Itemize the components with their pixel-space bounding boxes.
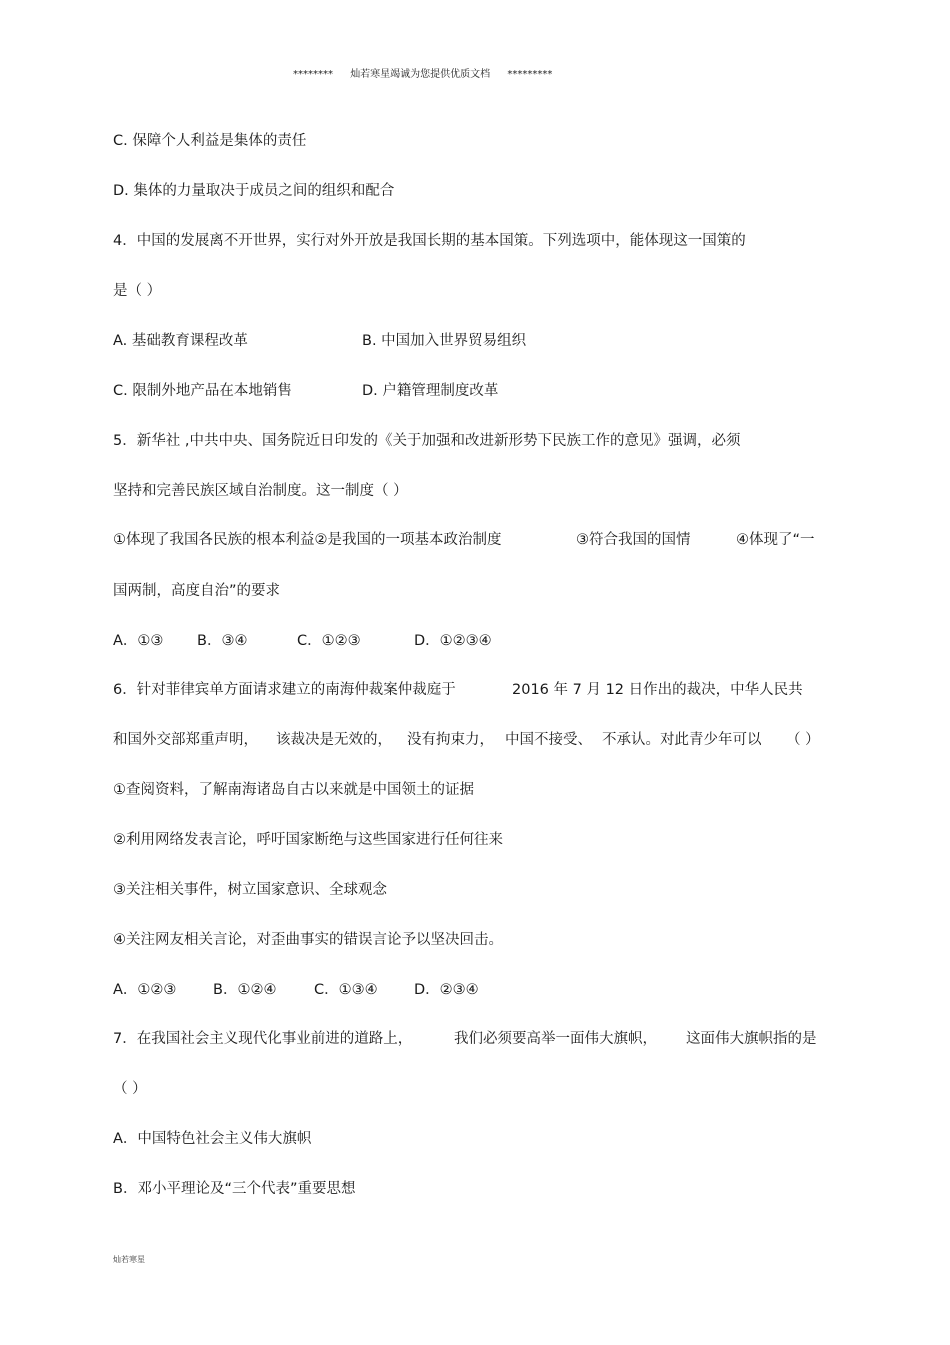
- q6-item-1: ①查阅资料，了解南海诸岛自古以来就是中国领土的证据: [113, 782, 474, 798]
- q7-option-a: A．中国特色社会主义伟大旗帜: [113, 1131, 312, 1147]
- q7-option-b: B．邓小平理论及“三个代表”重要思想: [113, 1181, 356, 1197]
- q6-stem-line1-a: 6．针对菲律宾单方面请求建立的南海仲裁案仲裁庭于: [113, 682, 456, 698]
- q7-stem-line1-a: 7．在我国社会主义现代化事业前进的道路上，: [113, 1031, 413, 1047]
- q6-item-2: ②利用网络发表言论，呼吁国家断绝与这些国家进行任何往来: [113, 832, 503, 848]
- q5-option-a: A．①③: [113, 633, 164, 649]
- q7-stem-line2: （ ）: [113, 1081, 147, 1097]
- q4-option-c: C. 限制外地产品在本地销售: [113, 383, 292, 399]
- q6-stem-line2-d: 中国不接受、: [505, 732, 592, 748]
- page-footer: 灿若寒星: [113, 1255, 145, 1264]
- q6-stem-line2-c: 没有拘束力，: [407, 732, 494, 748]
- page-header: [293, 68, 552, 82]
- q6-stem-line1-b: 2016 年 7 月 12 日作出的裁决，中华人民共: [512, 682, 803, 698]
- header-stars-right: *********: [507, 69, 553, 80]
- q5-item-4-cont: 国两制，高度自治”的要求: [113, 583, 281, 599]
- q6-option-a: A．①②③: [113, 982, 177, 998]
- q3-option-c: C. 保障个人利益是集体的责任: [113, 133, 307, 149]
- q4-stem-line1: 4．中国的发展离不开世界，实行对外开放是我国长期的基本国策。下列选项中，能体现这一国策的: [113, 233, 746, 249]
- q5-option-c: C．①②③: [297, 633, 361, 649]
- q6-option-c: C．①③④: [314, 982, 378, 998]
- q5-item-1-2: ①体现了我国各民族的根本利益②是我国的一项基本政治制度: [113, 532, 502, 548]
- header-title: 灿若寒星竭诚为您提供优质文档: [350, 69, 491, 80]
- q6-item-4: ④关注网友相关言论，对歪曲事实的错误言论予以坚决回击。: [113, 932, 503, 948]
- header-stars-left: ********: [293, 69, 333, 80]
- q6-stem-line2-e: 不承认。对此青少年可以: [602, 732, 762, 748]
- q6-stem-line2-f: （ ）: [786, 732, 820, 748]
- q4-option-a: A. 基础教育课程改革: [113, 333, 248, 349]
- q6-option-d: D．②③④: [414, 982, 479, 998]
- q5-stem-line1: 5．新华社 ,中共中央、国务院近日印发的《关于加强和改进新形势下民族工作的意见》强调，必须: [113, 433, 741, 449]
- q3-option-d: D. 集体的力量取决于成员之间的组织和配合: [113, 183, 395, 199]
- q7-stem-line1-b: 我们必须要高举一面伟大旗帜，: [454, 1031, 657, 1047]
- q5-item-4: ④体现了“一: [736, 532, 815, 548]
- q6-stem-line2-b: 该裁决是无效的，: [276, 732, 392, 748]
- q6-stem-line2-a: 和国外交部郑重声明，: [113, 732, 258, 748]
- q5-stem-line2: 坚持和完善民族区域自治制度。这一制度（ ）: [113, 483, 408, 499]
- q4-stem-line2: 是（ ）: [113, 283, 162, 299]
- q5-item-3: ③符合我国的国情: [576, 532, 691, 548]
- q6-item-3: ③关注相关事件，树立国家意识、全球观念: [113, 882, 387, 898]
- q6-option-b: B．①②④: [213, 982, 277, 998]
- q5-option-b: B．③④: [197, 633, 248, 649]
- q4-option-b: B. 中国加入世界贸易组织: [362, 333, 527, 349]
- q5-option-d: D．①②③④: [414, 633, 492, 649]
- q4-option-d: D. 户籍管理制度改革: [362, 383, 499, 399]
- q7-stem-line1-c: 这面伟大旗帜指的是: [686, 1031, 817, 1047]
